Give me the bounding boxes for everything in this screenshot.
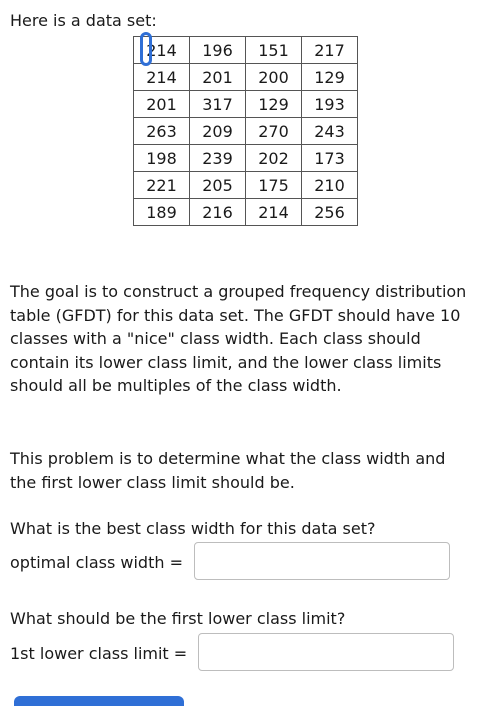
table-cell: 210: [302, 172, 358, 199]
table-cell: 209: [190, 118, 246, 145]
data-set-table: [133, 36, 358, 226]
table-cell: 129: [246, 91, 302, 118]
table-cell: 193: [302, 91, 358, 118]
table-cell: 270: [246, 118, 302, 145]
table-row: [134, 145, 358, 172]
intro-text: Here is a data set:: [10, 11, 157, 30]
table-row: [134, 199, 358, 226]
class-width-input[interactable]: [194, 542, 450, 580]
table-cell: 239: [190, 145, 246, 172]
table-cell: 221: [134, 172, 190, 199]
lower-limit-label: 1st lower class limit =: [10, 643, 188, 663]
table-cell: 263: [134, 118, 190, 145]
table-cell: 196: [190, 37, 246, 64]
table-cell: 217: [302, 37, 358, 64]
table-cell: 214: [246, 199, 302, 226]
table-cell: 205: [190, 172, 246, 199]
problem-paragraph: This problem is to determine what the class width and the first lower class limit should be.: [10, 449, 446, 492]
table-cell: 173: [302, 145, 358, 172]
table-cell: 202: [246, 145, 302, 172]
table-cell: 175: [246, 172, 302, 199]
table-cell: 214: [134, 37, 190, 64]
table-cell: 200: [246, 64, 302, 91]
lower-limit-input[interactable]: [198, 633, 454, 671]
table-row: [134, 91, 358, 118]
table-cell: 214: [134, 64, 190, 91]
table-cell: 201: [190, 64, 246, 91]
submit-button[interactable]: [14, 696, 184, 706]
table-cell: 256: [302, 199, 358, 226]
table-cell: 129: [302, 64, 358, 91]
table-cell: 216: [190, 199, 246, 226]
lower-limit-question: What should be the first lower class limit?: [10, 609, 346, 628]
table-cell: 201: [134, 91, 190, 118]
table-row: [134, 37, 358, 64]
table-cell: 198: [134, 145, 190, 172]
table-row: [134, 172, 358, 199]
table-row: [134, 118, 358, 145]
lower-limit-row: [10, 642, 187, 665]
table-cell: 151: [246, 37, 302, 64]
table-row: [134, 64, 358, 91]
data-set-table-body: [134, 37, 358, 226]
class-width-row: [10, 551, 183, 574]
table-cell: 243: [302, 118, 358, 145]
table-cell: 317: [190, 91, 246, 118]
class-width-question: What is the best class width for this data set?: [10, 519, 376, 538]
table-cell: 189: [134, 199, 190, 226]
class-width-label: optimal class width =: [10, 552, 183, 572]
goal-paragraph: The goal is to construct a grouped frequency distribution table (GFDT) for this data set. The GFDT should have 10 classes with a "nice" class width. Each class should contain its lower class limit, and the lower class limits should all be multiples of the class width.: [10, 282, 467, 395]
